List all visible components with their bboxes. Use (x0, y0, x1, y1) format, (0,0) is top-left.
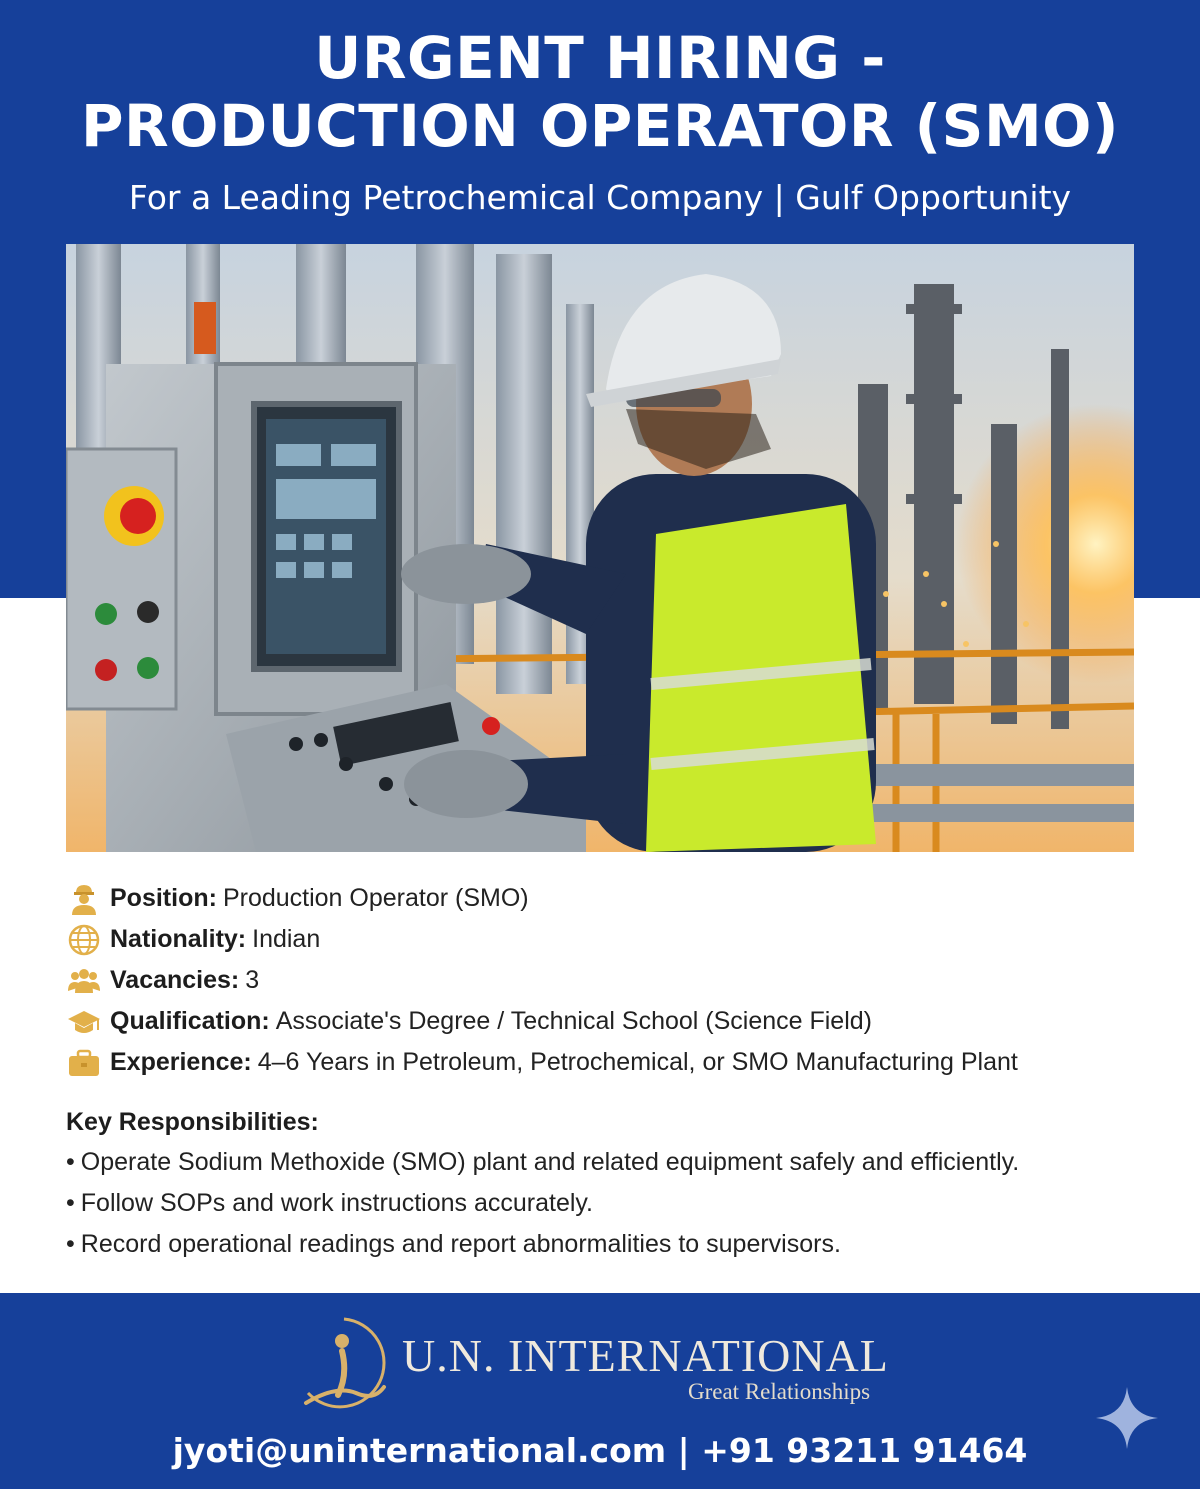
globe-icon (66, 924, 102, 956)
footer (0, 1293, 1200, 1489)
detail-vacancies (66, 960, 1166, 1001)
responsibility-item (66, 1183, 1176, 1224)
headline-line-1: URGENT HIRING - (314, 24, 886, 92)
bullet: • (66, 1230, 75, 1258)
detail-experience (66, 1042, 1166, 1083)
headline-line-2: PRODUCTION OPERATOR (SMO) (81, 92, 1119, 160)
briefcase-icon (66, 1047, 102, 1079)
detail-key: Nationality: (110, 925, 247, 953)
headline (0, 24, 1200, 160)
contact-info[interactable]: jyoti@uninternational.com | +91 93211 91464 (172, 1431, 1028, 1470)
sparkle-icon (1094, 1385, 1160, 1451)
responsibilities-title: Key Responsibilities: (66, 1108, 319, 1136)
detail-value: 4–6 Years in Petroleum, Petrochemical, or SMO Manufacturing Plant (257, 1048, 1018, 1076)
graduation-cap-icon (66, 1006, 102, 1038)
detail-key: Experience: (110, 1048, 252, 1076)
responsibility-item (66, 1224, 1176, 1265)
job-details (66, 878, 1166, 1083)
subheadline: For a Leading Petrochemical Company | Gulf Opportunity (128, 178, 1072, 217)
company-name: U.N. INTERNATIONAL (402, 1330, 889, 1381)
hero-photo (66, 244, 1134, 852)
responsibility-text: Follow SOPs and work instructions accurately. (80, 1189, 593, 1217)
bullet: • (66, 1189, 75, 1217)
detail-key: Vacancies: (110, 966, 240, 994)
bullet: • (66, 1148, 75, 1176)
detail-value: 3 (245, 966, 260, 994)
detail-key: Position: (110, 884, 217, 912)
detail-value: Associate's Degree / Technical School (Science Field) (275, 1007, 872, 1035)
company-tagline: Great Relationships (688, 1379, 871, 1404)
responsibility-text: Operate Sodium Methoxide (SMO) plant and related equipment safely and efficiently. (80, 1148, 1020, 1176)
detail-position (66, 878, 1166, 919)
detail-value: Production Operator (SMO) (222, 884, 529, 912)
responsibility-item (66, 1142, 1176, 1183)
detail-value: Indian (252, 925, 321, 953)
group-icon (66, 965, 102, 997)
worker-icon (66, 883, 102, 915)
responsibilities-section (66, 1102, 1176, 1265)
detail-nationality (66, 919, 1166, 960)
detail-qualification (66, 1001, 1166, 1042)
responsibility-text: Record operational readings and report abnormalities to supervisors. (80, 1230, 841, 1258)
detail-key: Qualification: (110, 1007, 270, 1035)
company-logo-icon (296, 1315, 392, 1415)
